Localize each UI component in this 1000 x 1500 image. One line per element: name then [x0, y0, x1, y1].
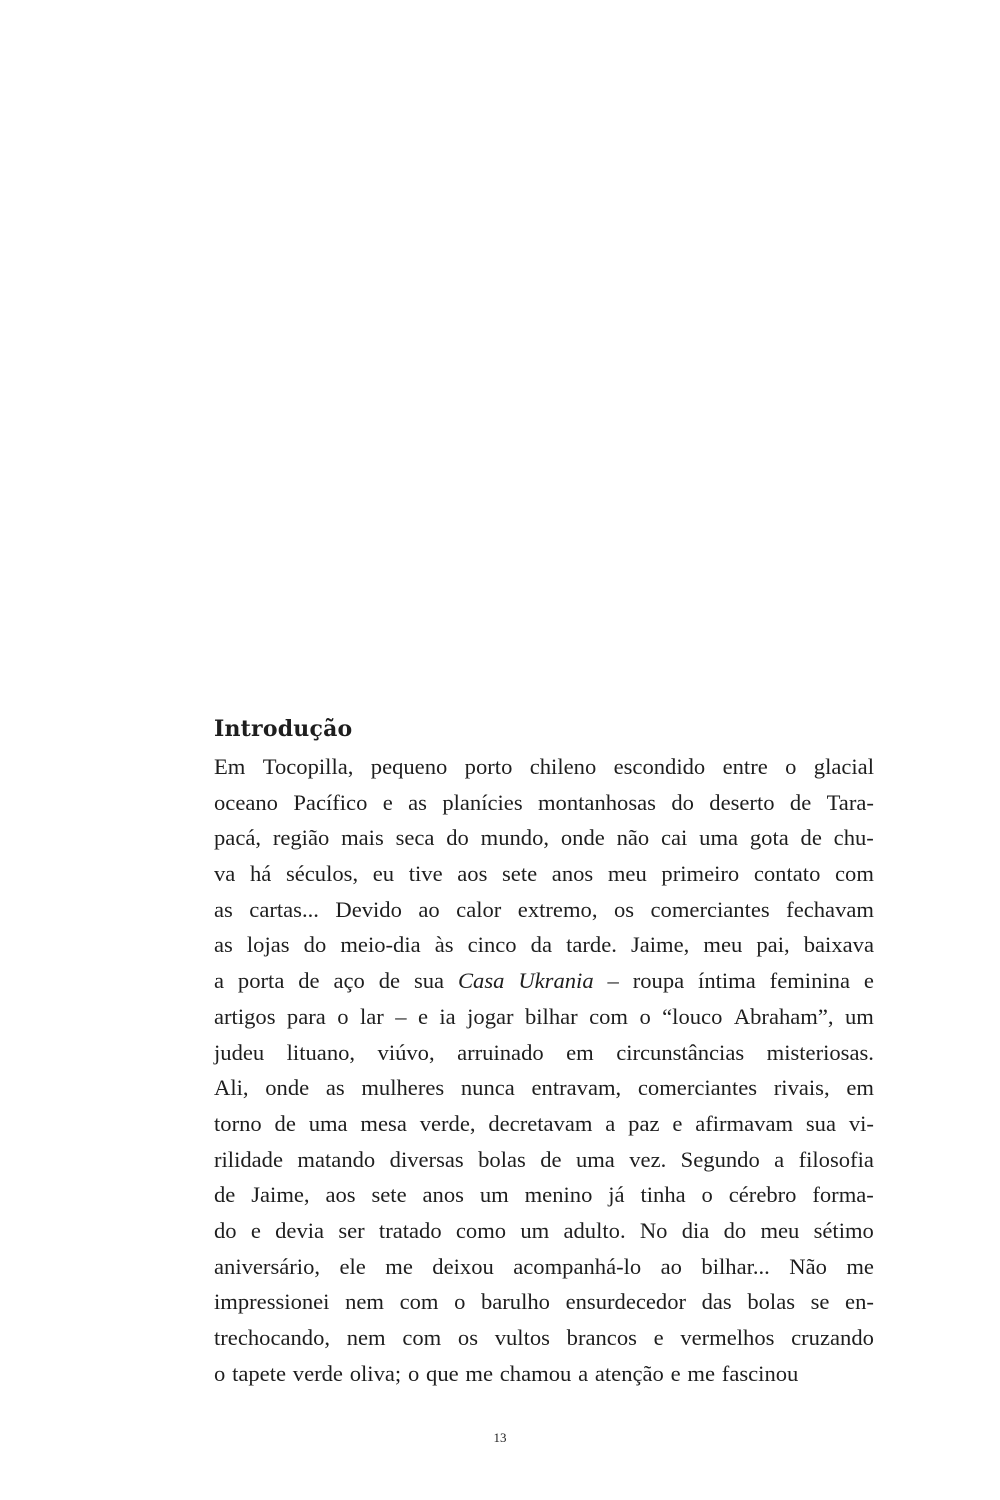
- word: artigos: [214, 1003, 276, 1029]
- word: “louco: [662, 1003, 723, 1029]
- word: sete: [502, 861, 538, 887]
- word: sete: [371, 1182, 407, 1208]
- word: barulho: [480, 1289, 550, 1315]
- word: pacá,: [214, 825, 262, 851]
- word: primeiro: [661, 861, 740, 887]
- word: de: [214, 1182, 236, 1208]
- word: –: [395, 1003, 407, 1029]
- word: do: [446, 825, 469, 851]
- word: tarde.: [566, 932, 617, 958]
- word: oceano: [214, 789, 278, 815]
- word: cruzando: [791, 1325, 874, 1350]
- word: gota: [749, 825, 789, 851]
- word: o: [337, 1003, 349, 1029]
- word: em: [846, 1075, 874, 1101]
- word: meu: [760, 1217, 800, 1243]
- word: baixava: [803, 932, 874, 958]
- word: onde: [265, 1075, 310, 1101]
- word: lojas: [246, 932, 290, 958]
- text-line: [214, 1320, 874, 1356]
- text-line: [214, 749, 874, 785]
- word: com: [589, 1003, 629, 1029]
- word: Tara-: [826, 789, 874, 815]
- word: e: [417, 1003, 428, 1029]
- word: torno: [214, 1110, 262, 1136]
- word: ensurdecedor: [565, 1289, 687, 1315]
- word: região: [272, 825, 330, 851]
- word: sétimo: [813, 1217, 874, 1243]
- word: rilidade: [214, 1146, 284, 1172]
- word: o: [454, 1289, 466, 1315]
- word: deixou: [432, 1253, 494, 1279]
- word: en-: [845, 1289, 874, 1315]
- word: tapete: [232, 1360, 286, 1386]
- word: as: [214, 896, 233, 922]
- word: extremo,: [517, 896, 598, 922]
- word: judeu: [214, 1039, 265, 1065]
- word: calor: [456, 896, 502, 922]
- word: de: [274, 1110, 296, 1136]
- page-number: 13: [493, 1430, 507, 1445]
- text-line: [214, 1356, 874, 1392]
- word: das: [701, 1289, 732, 1315]
- word: do: [214, 1217, 237, 1243]
- word: comerciantes: [637, 1075, 758, 1101]
- text-line: [214, 856, 874, 892]
- word: lar: [359, 1003, 384, 1029]
- text-line: [214, 1213, 874, 1249]
- word: Pacífico: [293, 789, 368, 815]
- word: porta: [237, 968, 285, 994]
- word: meu: [703, 932, 743, 958]
- word: aniversário,: [214, 1253, 321, 1279]
- word: lituano,: [286, 1039, 356, 1065]
- word: mesa: [360, 1110, 407, 1136]
- word: de: [789, 789, 812, 815]
- word: nem: [345, 1289, 384, 1315]
- word: nem: [346, 1325, 386, 1350]
- word: menino: [524, 1182, 593, 1208]
- word: bilhar...: [701, 1253, 770, 1279]
- text-line: [214, 1177, 874, 1213]
- word: o: [639, 1003, 651, 1029]
- word: entravam,: [531, 1075, 622, 1101]
- word: Ukrania: [518, 968, 594, 994]
- word: vez.: [629, 1146, 667, 1172]
- word: escondido: [613, 754, 706, 779]
- word: ao: [418, 896, 440, 922]
- word: planícies: [442, 789, 523, 815]
- word: às: [434, 932, 454, 958]
- word: meu: [607, 861, 647, 887]
- word: anos: [551, 861, 594, 887]
- word: paz: [628, 1110, 660, 1136]
- word: cartas...: [249, 896, 319, 922]
- word: devia: [275, 1217, 325, 1243]
- word: montanhosas: [537, 789, 656, 815]
- word: ia: [439, 1003, 456, 1029]
- body-paragraph: [214, 749, 874, 1391]
- word: Abraham”,: [733, 1003, 834, 1029]
- word: como: [455, 1217, 507, 1243]
- text-line: [214, 892, 874, 928]
- word: filosofia: [798, 1146, 874, 1172]
- word: pequeno: [370, 754, 448, 779]
- word: já: [608, 1182, 625, 1208]
- word: com: [402, 1325, 442, 1350]
- word: rivais,: [773, 1075, 830, 1101]
- word: porto: [464, 754, 513, 779]
- text-line: [214, 820, 874, 856]
- word: ao: [660, 1253, 682, 1279]
- word: brancos: [566, 1325, 637, 1350]
- word: matando: [297, 1146, 376, 1172]
- word: fascinou: [721, 1360, 799, 1386]
- word: meio-dia: [340, 932, 421, 958]
- word: deserto: [709, 789, 775, 815]
- text-line: [214, 1035, 874, 1071]
- text-line: [214, 1249, 874, 1285]
- word: íntima: [698, 968, 756, 994]
- word: seca: [395, 825, 435, 851]
- word: de: [378, 968, 401, 994]
- word: tive: [408, 861, 443, 887]
- word: me: [687, 1360, 716, 1386]
- word: do: [671, 789, 694, 815]
- word: arruinado: [457, 1039, 544, 1065]
- word: a: [214, 968, 225, 994]
- word: ele: [339, 1253, 366, 1279]
- word: se: [810, 1289, 830, 1315]
- word: ser: [338, 1217, 365, 1243]
- word: os: [457, 1325, 479, 1350]
- word: da: [530, 932, 552, 958]
- text-line: [214, 1142, 874, 1178]
- word: e: [653, 1325, 664, 1350]
- word: sua: [805, 1110, 837, 1136]
- word: chileno: [529, 754, 597, 779]
- word: um: [520, 1217, 550, 1243]
- word: feminina: [769, 968, 850, 994]
- word: há: [249, 861, 272, 887]
- word: Não: [789, 1253, 827, 1279]
- word: e: [672, 1110, 683, 1136]
- word: de: [800, 825, 822, 851]
- word: mundo,: [480, 825, 550, 851]
- word: vi-: [848, 1110, 874, 1136]
- word: nunca: [460, 1075, 515, 1101]
- word: um: [844, 1003, 874, 1029]
- word: viúvo,: [377, 1039, 435, 1065]
- word: adulto.: [563, 1217, 626, 1243]
- word: Segundo: [680, 1146, 760, 1172]
- word: para: [286, 1003, 326, 1029]
- word: as: [214, 932, 233, 958]
- word: em: [566, 1039, 594, 1065]
- word: que: [426, 1360, 459, 1386]
- word: as: [325, 1075, 345, 1101]
- word: e: [863, 968, 874, 994]
- word: tinha: [640, 1182, 686, 1208]
- word: contato: [753, 861, 821, 887]
- word: me: [385, 1253, 413, 1279]
- word: verde: [292, 1360, 343, 1386]
- word: impressionei: [214, 1289, 330, 1315]
- text-line: [214, 785, 874, 821]
- word: mulheres: [361, 1075, 445, 1101]
- word: tratado: [378, 1217, 442, 1243]
- text-line: [214, 963, 874, 999]
- word: bolas: [478, 1146, 526, 1172]
- word: e: [382, 789, 393, 815]
- text-line: [214, 927, 874, 963]
- word: o: [785, 754, 797, 779]
- word: o: [214, 1360, 226, 1386]
- word: cai: [661, 825, 688, 851]
- word: uma: [575, 1146, 615, 1172]
- word: vultos: [494, 1325, 550, 1350]
- word: uma: [308, 1110, 348, 1136]
- word: jogar: [467, 1003, 514, 1029]
- word: Ali,: [214, 1075, 249, 1101]
- word: pai,: [756, 932, 790, 958]
- text-line: [214, 1106, 874, 1142]
- word: com: [399, 1289, 439, 1315]
- word: oliva;: [349, 1360, 402, 1386]
- word: forma-: [812, 1182, 874, 1208]
- word: do: [303, 932, 327, 958]
- word: No: [639, 1217, 668, 1243]
- text-line: [214, 999, 874, 1035]
- word: fechavam: [786, 896, 874, 922]
- word: Casa: [457, 968, 505, 994]
- word: eu: [372, 861, 395, 887]
- word: Jaime,: [251, 1182, 310, 1208]
- word: vermelhos: [680, 1325, 775, 1350]
- word: atenção: [594, 1360, 664, 1386]
- word: bilhar: [524, 1003, 578, 1029]
- word: bolas: [747, 1289, 796, 1315]
- word: uma: [699, 825, 739, 851]
- word: dia: [681, 1217, 710, 1243]
- word: me: [465, 1360, 494, 1386]
- word: mais: [341, 825, 384, 851]
- word: anos: [422, 1182, 464, 1208]
- chapter-title: Introdução: [214, 716, 353, 742]
- word: glacial: [813, 754, 874, 779]
- word: as: [408, 789, 427, 815]
- word: chu-: [833, 825, 874, 851]
- word: diversas: [389, 1146, 464, 1172]
- word: o: [407, 1360, 420, 1386]
- word: entre: [722, 754, 768, 779]
- word: comerciantes: [650, 896, 770, 922]
- word: de: [298, 968, 320, 994]
- word: a: [605, 1110, 616, 1136]
- word: um: [479, 1182, 509, 1208]
- word: roupa: [632, 968, 685, 994]
- word: sua: [413, 968, 445, 994]
- word: afirmavam: [695, 1110, 794, 1136]
- text-line: [214, 1070, 874, 1106]
- word: os: [613, 896, 635, 922]
- word: séculos,: [285, 861, 359, 887]
- word: Tocopilla,: [262, 754, 354, 779]
- word: me: [846, 1253, 874, 1279]
- word: va: [214, 861, 236, 887]
- text-line: [214, 1284, 874, 1320]
- word: Devido: [335, 896, 402, 922]
- word: cérebro: [728, 1182, 797, 1208]
- word: e: [670, 1360, 681, 1386]
- word: com: [835, 861, 874, 887]
- word: –: [607, 968, 619, 994]
- word: Jaime,: [630, 932, 690, 958]
- word: a: [774, 1146, 785, 1172]
- word: Em: [214, 754, 246, 779]
- word: o: [701, 1182, 713, 1208]
- word: trechocando,: [214, 1325, 331, 1350]
- word: aço: [333, 968, 365, 994]
- word: decretavam: [488, 1110, 593, 1136]
- word: chamou: [499, 1360, 572, 1386]
- word: aos: [325, 1182, 356, 1208]
- word: cinco: [467, 932, 517, 958]
- word: aos: [457, 861, 488, 887]
- word: não: [616, 825, 650, 851]
- word: acompanhá-lo: [513, 1253, 642, 1279]
- word: circunstâncias: [616, 1039, 745, 1065]
- word: misteriosas.: [766, 1039, 874, 1065]
- word: e: [250, 1217, 261, 1243]
- word: de: [540, 1146, 562, 1172]
- word: a: [578, 1360, 589, 1386]
- word: verde,: [419, 1110, 476, 1136]
- word: do: [723, 1217, 747, 1243]
- word: onde: [560, 825, 605, 851]
